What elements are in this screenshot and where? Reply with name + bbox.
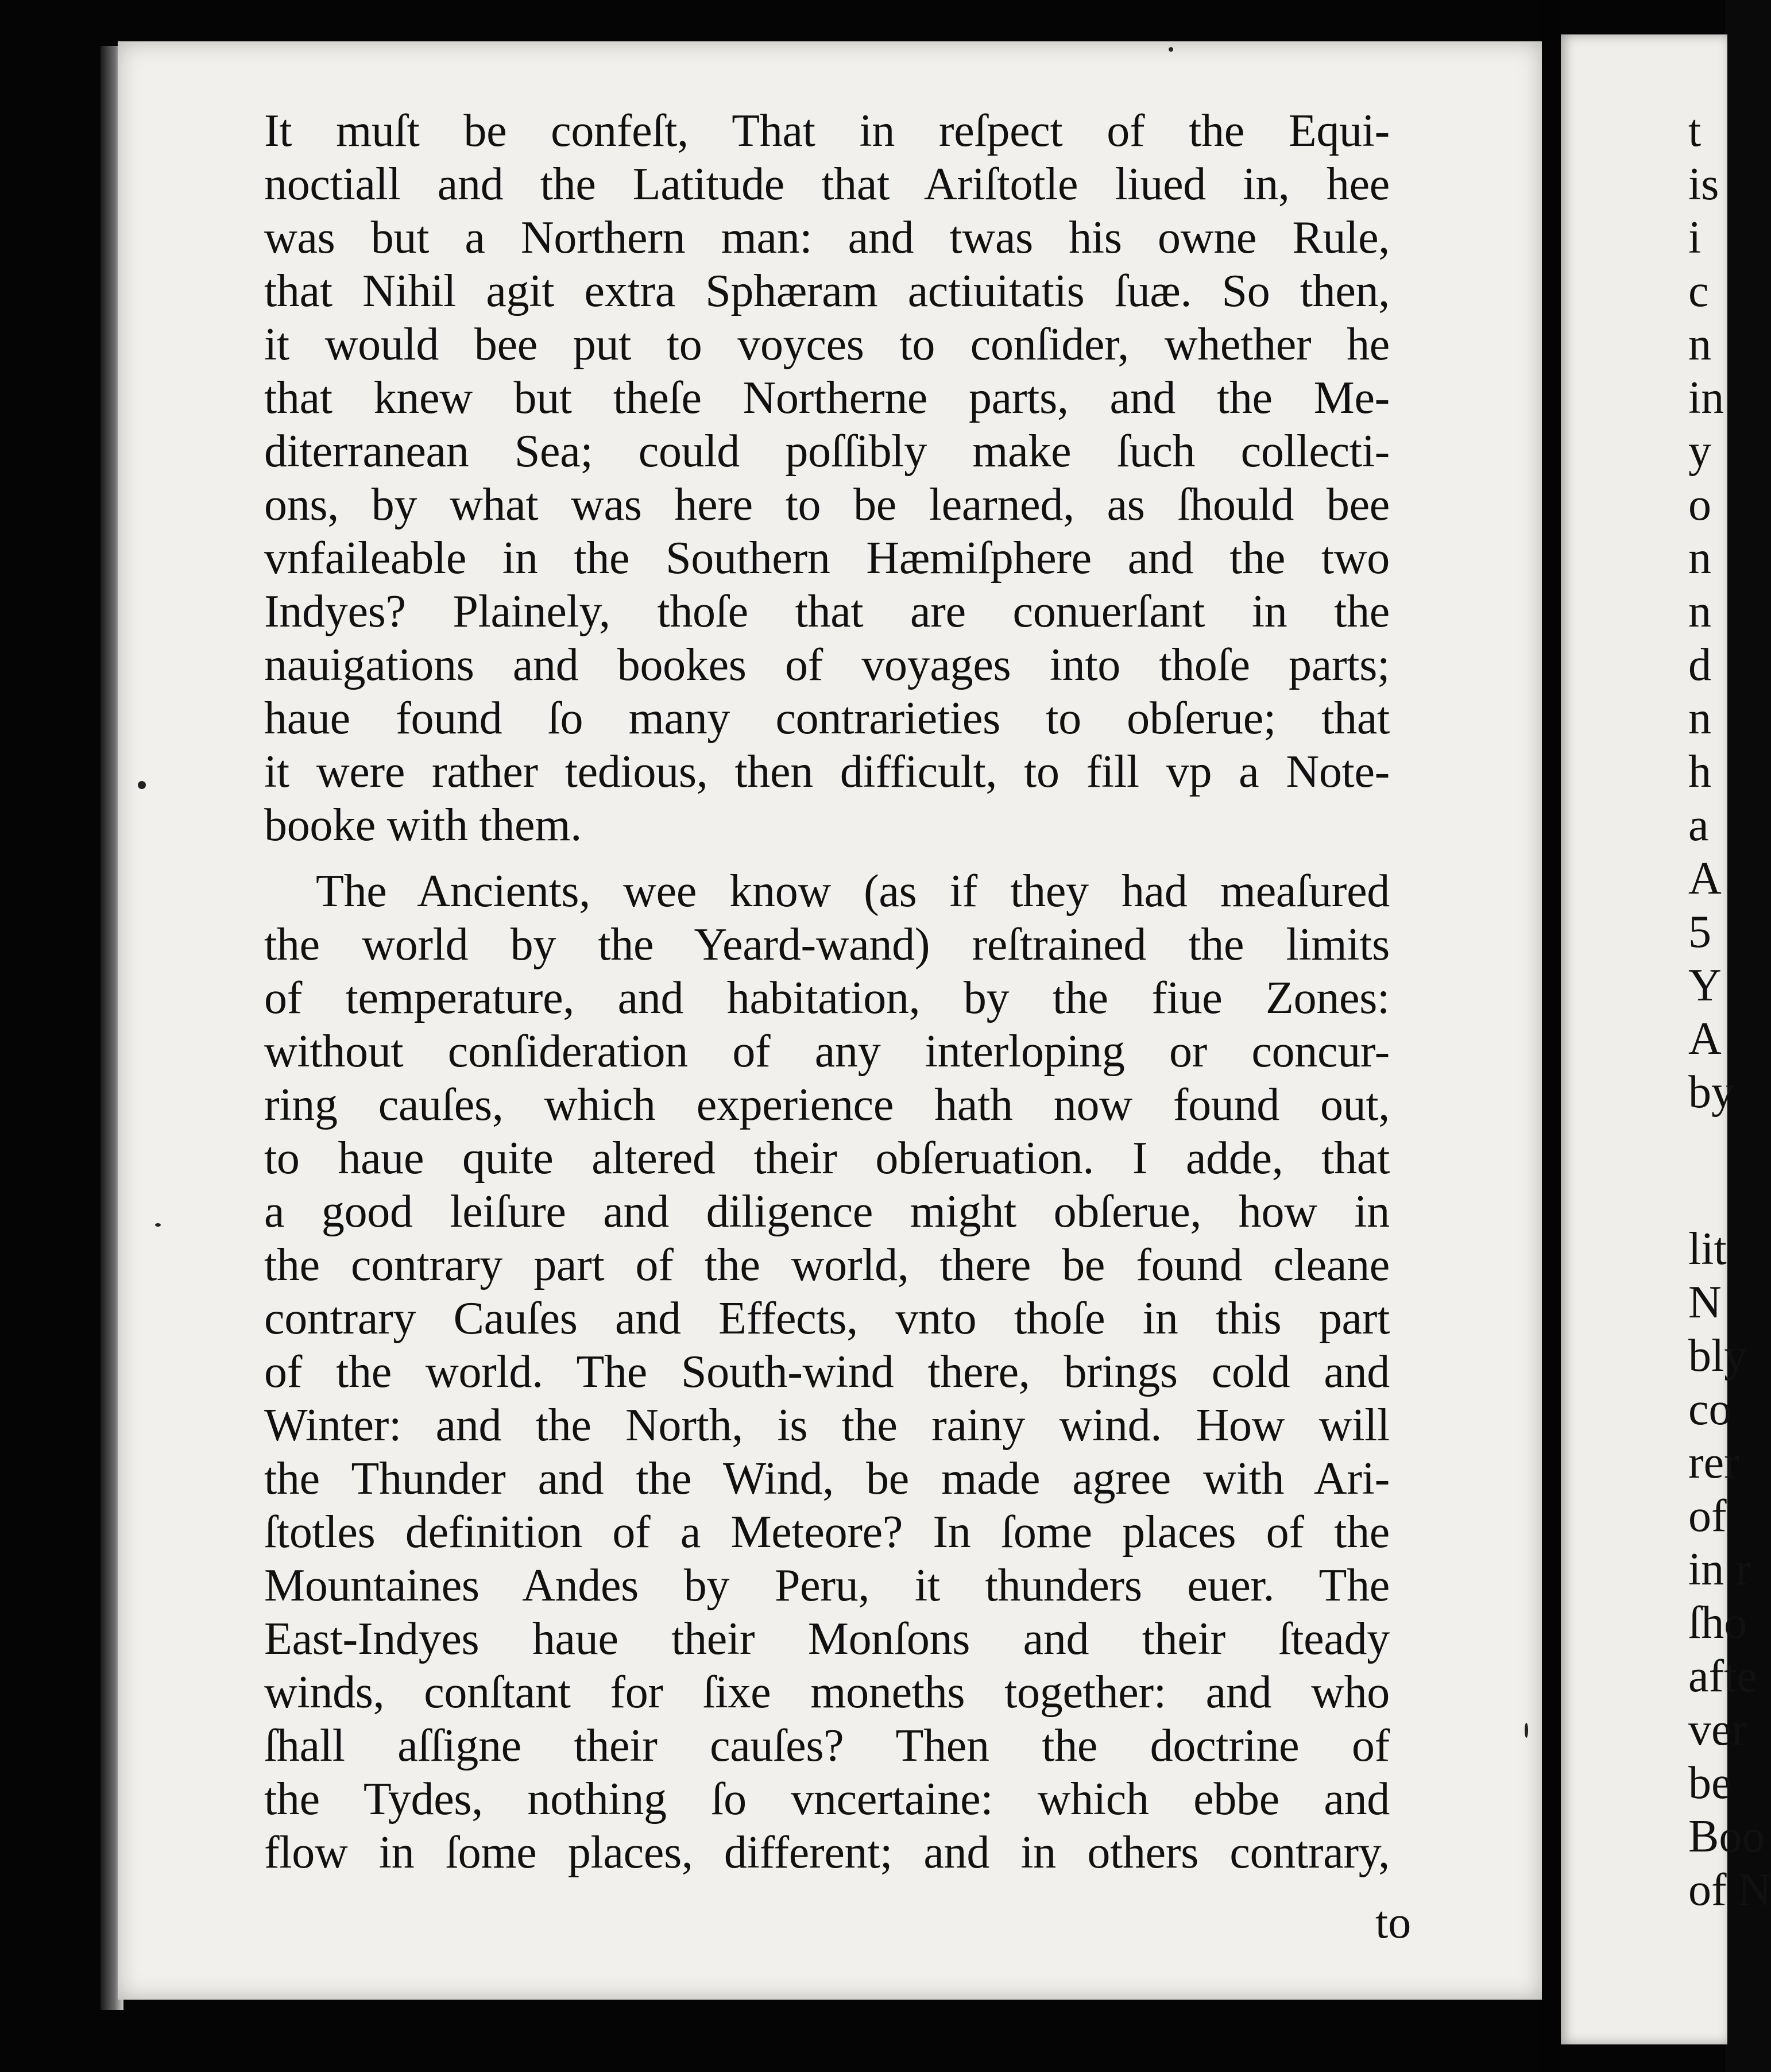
- text-line: East-Indyes haue their Monſons and their ſteady: [264, 1614, 1390, 1664]
- text-line: it were rather tedious, then difficult, to fill vp a Note-: [264, 747, 1390, 797]
- text-line: that Nihil agit extra Sphæram actiuitatis ſuæ. So then,: [264, 266, 1390, 316]
- text-line: without conſideration of any interloping or concur-: [264, 1026, 1390, 1077]
- right-page-fragment: in: [1688, 373, 1724, 423]
- text-line: ons, by what was here to be learned, as ſhould bee: [264, 480, 1390, 530]
- scan-speck: [155, 1223, 161, 1227]
- right-page-fragment: ver: [1688, 1704, 1747, 1755]
- right-page-fragment: t: [1688, 106, 1702, 156]
- text-line: noctiall and the Latitude that Ariſtotle liued in, hee: [264, 159, 1390, 210]
- right-page-fragment: by: [1688, 1067, 1734, 1118]
- right-page-fragment: n: [1688, 693, 1711, 744]
- right-page-fragment: N: [1688, 1277, 1722, 1328]
- text-line: Winter: and the North, is the rainy wind. How will: [264, 1400, 1390, 1451]
- right-page-fragment: d: [1688, 640, 1711, 690]
- book-gutter: [1542, 0, 1561, 2072]
- text-line: ſhall aſſigne their cauſes? Then the doctrine of: [264, 1721, 1390, 1771]
- text-line: was but a Northern man: and twas his owne Rule,: [264, 212, 1390, 263]
- right-page-fragment: of N: [1688, 1865, 1771, 1915]
- right-page-fragment: A: [1688, 853, 1722, 904]
- right-page-fragment: n: [1688, 533, 1711, 583]
- scan-speck: [1525, 1723, 1528, 1738]
- text-line: contrary Cauſes and Effects, vnto thoſe in this part: [264, 1293, 1390, 1344]
- right-page-fragment: Y: [1688, 960, 1722, 1011]
- right-page-fragment: afte: [1688, 1651, 1757, 1702]
- right-page-fragment: i: [1688, 212, 1702, 263]
- text-line: winds, conſtant for ſixe moneths together: and who: [264, 1667, 1390, 1718]
- text-line: ſtotles definition of a Meteore? In ſome places of the: [264, 1507, 1390, 1557]
- right-page-fragment: n: [1688, 319, 1711, 370]
- right-page-fragment: is: [1688, 159, 1719, 210]
- text-line: it would bee put to voyces to conſider, whether he: [264, 319, 1390, 370]
- text-line: booke with them.: [264, 800, 582, 851]
- right-page-fragment: n: [1688, 586, 1711, 637]
- text-line: nauigations and bookes of voyages into thoſe parts;: [264, 640, 1390, 690]
- text-line: of temperature, and habitation, by the fiue Zones:: [264, 973, 1390, 1023]
- right-page-fragment: A: [1688, 1014, 1722, 1064]
- right-page-fragment: Boo: [1688, 1811, 1765, 1862]
- text-line: It muſt be confeſt, That in reſpect of the Equi-: [264, 106, 1390, 156]
- left-page-text: [264, 105, 1390, 1880]
- right-page-fragment: of: [1688, 1491, 1727, 1541]
- right-page-text-fragments: [1688, 105, 1771, 1917]
- right-page-fragment: be: [1688, 1758, 1732, 1808]
- right-page-fragment: bly: [1688, 1331, 1747, 1381]
- text-line: ring cauſes, which experience hath now found out,: [264, 1080, 1390, 1130]
- text-line: of the world. The South-wind there, brings cold and: [264, 1347, 1390, 1397]
- text-line: Mountaines Andes by Peru, it thunders euer. The: [264, 1560, 1390, 1611]
- catchword: to: [1375, 1897, 1412, 1948]
- right-page-fragment: in r: [1688, 1544, 1751, 1595]
- text-line: haue found ſo many contrarieties to obſerue; that: [264, 693, 1390, 744]
- text-line: to haue quite altered their obſeruation. I adde, that: [264, 1133, 1390, 1184]
- right-page-fragment: ſho: [1688, 1598, 1747, 1648]
- right-page-fragment: y: [1688, 426, 1711, 477]
- right-page-fragment: 5: [1688, 907, 1711, 957]
- right-page-fragment: o: [1688, 480, 1711, 530]
- text-line: vnfaileable in the Southern Hæmiſphere and the two: [264, 533, 1390, 583]
- right-page-fragment: co: [1688, 1384, 1732, 1435]
- right-page-fragment: c: [1688, 266, 1709, 316]
- text-line: the Thunder and the Wind, be made agree with Ari-: [264, 1454, 1390, 1504]
- right-page-fragment: a: [1688, 800, 1709, 851]
- text-line: a good leiſure and diligence might obſerue, how in: [264, 1186, 1390, 1237]
- right-page-fragment: lit: [1688, 1224, 1727, 1274]
- scan-speck: [1169, 47, 1173, 52]
- text-line: flow in ſome places, different; and in others contrary,: [264, 1827, 1390, 1878]
- text-line: Indyes? Plainely, thoſe that are conuerſant in the: [264, 586, 1390, 637]
- scan-speck: [138, 781, 146, 789]
- text-line: The Ancients, wee know (as if they had meaſured: [316, 866, 1390, 917]
- text-line: the contrary part of the world, there be found cleane: [264, 1240, 1390, 1290]
- text-line: that knew but theſe Northerne parts, and the Me-: [264, 373, 1390, 423]
- text-line: the Tydes, nothing ſo vncertaine: which ebbe and: [264, 1774, 1390, 1824]
- right-page-fragment: h: [1688, 747, 1711, 797]
- text-line: diterranean Sea; could poſſibly make ſuch collecti-: [264, 426, 1390, 477]
- text-line: the world by the Yeard-wand) reſtrained the limits: [264, 919, 1390, 970]
- right-page-fragment: rer: [1688, 1437, 1739, 1488]
